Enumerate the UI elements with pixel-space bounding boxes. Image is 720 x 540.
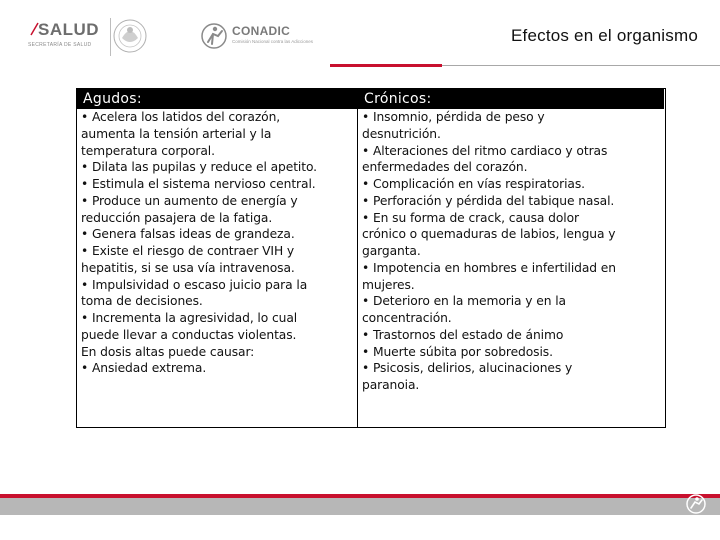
- title-underline-accent: [330, 64, 442, 67]
- acute-effect-line: toma de decisiones.: [81, 294, 203, 309]
- acute-effect-line: puede llevar a conductas violentas.: [81, 327, 297, 342]
- logo-divider: [110, 18, 111, 56]
- chronic-effect-line: crónico o quemaduras de labios, lengua y: [362, 227, 616, 242]
- effects-table: [76, 88, 666, 428]
- chronic-effect-line: • Psicosis, delirios, alucinaciones y: [362, 361, 573, 376]
- chronic-effect-line: garganta.: [362, 244, 421, 258]
- chronic-effect-line: desnutrición.: [362, 126, 441, 141]
- conadic-logo-subtitle: Comisión Nacional contra las Adicciones: [232, 39, 314, 44]
- acute-effect-line: hepatitis, si se usa vía intravenosa.: [81, 260, 295, 275]
- conadic-logo: [200, 22, 330, 52]
- acute-effect-line: aumenta la tensión arterial y la: [81, 126, 272, 141]
- acute-effects-column: [77, 89, 358, 427]
- acute-effect-line: temperatura corporal.: [81, 143, 215, 158]
- chronic-effect-line: • Trastornos del estado de ánimo: [362, 327, 564, 342]
- chronic-effect-line: paranoia.: [362, 378, 420, 392]
- acute-effect-line: • Produce un aumento de energía y: [81, 193, 298, 208]
- title-underline: [442, 65, 720, 66]
- chronic-effect-line: • Impotencia en hombres e infertilidad en: [362, 260, 616, 275]
- acute-effect-line: • Estimula el sistema nervioso central.: [81, 177, 316, 191]
- acute-effect-line: • Dilata las pupilas y reduce el apetito.: [81, 160, 317, 175]
- chronic-effect-line: • En su forma de crack, causa dolor: [362, 210, 579, 225]
- chronic-effects-column: [358, 89, 664, 427]
- chronic-effect-line: • Alteraciones del ritmo cardiaco y otras: [362, 143, 608, 158]
- acute-effect-line: En dosis altas puede causar:: [81, 344, 255, 359]
- acute-effect-line: • Incrementa la agresividad, lo cual: [81, 311, 298, 325]
- chronic-effect-line: mujeres.: [362, 277, 415, 292]
- slide-header: [0, 0, 720, 68]
- salud-logo-subtitle: SECRETARÍA DE SALUD: [28, 42, 92, 48]
- acute-effect-line: • Existe el riesgo de contraer VIH y: [81, 244, 295, 258]
- acute-effects-list: [77, 109, 357, 377]
- chronic-effect-line: • Complicación en vías respiratorias.: [362, 177, 585, 191]
- conadic-emblem-icon: [200, 22, 228, 50]
- chronic-effect-line: • Insomnio, pérdida de peso y: [362, 110, 545, 124]
- chronic-effect-line: concentración.: [362, 311, 452, 325]
- national-seal-icon: [112, 16, 148, 56]
- acute-effect-line: • Genera falsas ideas de grandeza.: [81, 227, 295, 242]
- conadic-logo-text: CONADIC: [232, 24, 291, 38]
- chronic-effects-list: [358, 109, 664, 394]
- acute-effect-line: • Acelera los latidos del corazón,: [81, 110, 281, 124]
- chronic-effect-line: • Deterioro en la memoria y en la: [362, 294, 566, 309]
- acute-effects-heading: Agudos:: [77, 89, 357, 109]
- acute-effect-line: reducción pasajera de la fatiga.: [81, 210, 273, 225]
- page-title: Efectos en el organismo: [511, 26, 698, 45]
- conadic-footer-icon: [678, 492, 714, 516]
- footer-accent: [0, 494, 720, 498]
- salud-logo-text: SALUD: [38, 20, 100, 39]
- salud-logo: [28, 18, 108, 52]
- chronic-effects-heading: Crónicos:: [358, 89, 664, 109]
- chronic-effect-line: • Perforación y pérdida del tabique nasal.: [362, 193, 615, 208]
- chronic-effect-line: • Muerte súbita por sobredosis.: [362, 344, 553, 359]
- acute-effect-line: • Impulsividad o escaso juicio para la: [81, 277, 308, 292]
- acute-effect-line: • Ansiedad extrema.: [81, 361, 207, 376]
- chronic-effect-line: enfermedades del corazón.: [362, 160, 528, 175]
